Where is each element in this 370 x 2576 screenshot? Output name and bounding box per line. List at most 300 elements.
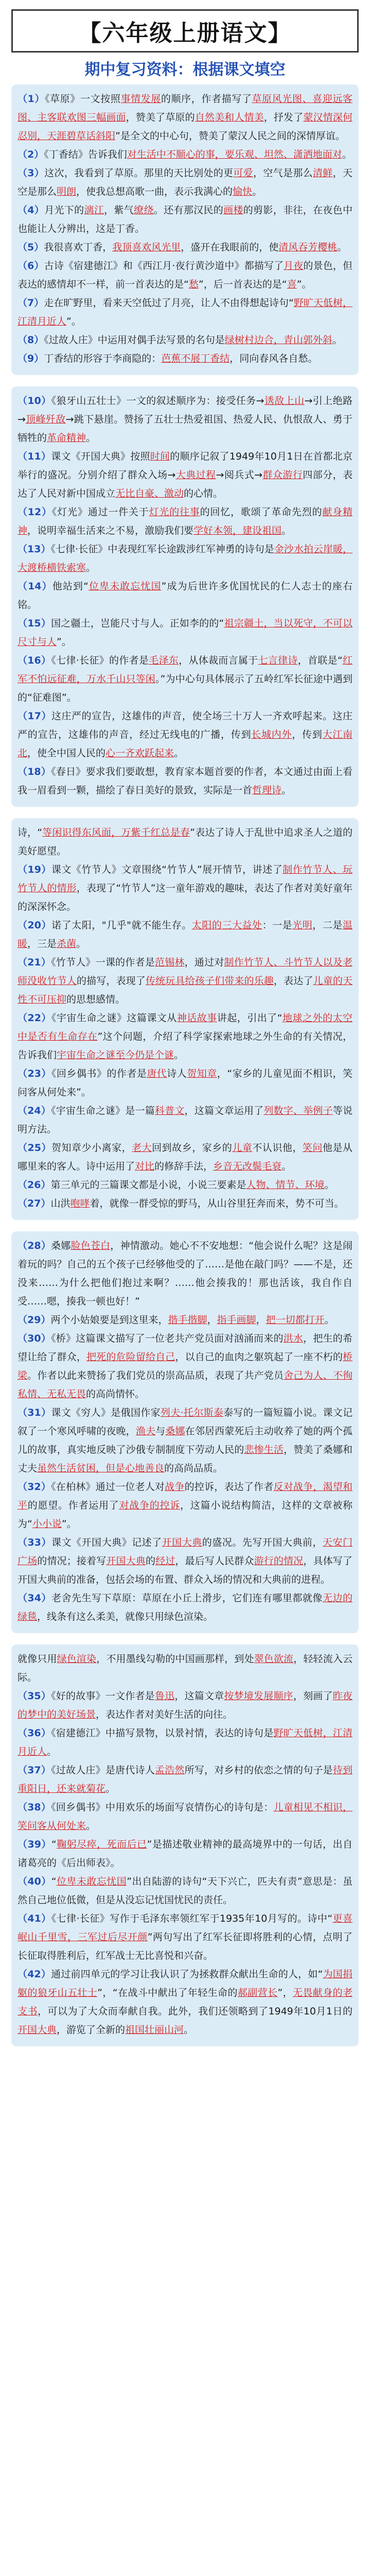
prompt-text: 《草原》一文按照 — [45, 93, 121, 105]
answer-text: 为国捐躯的狼牙山五壮士 — [17, 1969, 353, 1998]
answer-text: 画楼 — [223, 205, 243, 216]
prompt-text: 《回乡偶书》中用欢乐的场面写哀情伤心的诗句是： — [51, 1802, 274, 1813]
exercise-item — [17, 257, 353, 294]
exercise-item — [17, 1872, 353, 1909]
exercise-item — [17, 1311, 353, 1329]
exercise-item — [17, 860, 353, 916]
prompt-text: “ — [51, 1876, 57, 1887]
prompt-text: 。 — [86, 562, 96, 573]
prompt-text: ”。 — [57, 636, 72, 648]
answer-text: 愁 — [188, 279, 199, 290]
prompt-text: ，抒发了 — [263, 112, 304, 123]
item-number: （2） — [17, 149, 44, 160]
prompt-text: ，同向春风各自愁。 — [230, 353, 318, 364]
prompt-text: 。 — [337, 242, 347, 253]
prompt-text: 回到故乡，家乡的 — [152, 1142, 233, 1154]
prompt-text: 就像只用 — [17, 1653, 57, 1665]
answer-text: 献身精神 — [17, 506, 353, 536]
prompt-text: 。 — [86, 1820, 96, 1832]
exercise-item — [17, 1761, 353, 1798]
answer-text: 唐代 — [147, 1068, 167, 1079]
exercise-item — [17, 1835, 353, 1872]
prompt-text: ，传到 — [292, 729, 323, 740]
item-number: （6） — [17, 260, 44, 272]
prompt-text: 的心情。 — [184, 488, 223, 499]
prompt-text: 《过故人庄》是唐代诗人 — [51, 1765, 155, 1776]
answer-text: 老大 — [132, 1142, 152, 1154]
prompt-text: ，从体裁而言属于 — [179, 655, 258, 666]
prompt-text: 通过前四单元的学习让我认识了为拯救群众献出生命的人，如“ — [51, 1969, 323, 1980]
exercise-item — [17, 762, 353, 800]
answer-text: 反对战争，渴望和平 — [17, 1481, 353, 1511]
prompt-text: 。 — [174, 748, 184, 759]
item-number: （8） — [17, 334, 44, 346]
prompt-text: ，游览了全新的 — [57, 2024, 126, 2036]
answer-text: 范锡林 — [154, 957, 185, 968]
exercise-panel — [11, 1645, 359, 2046]
prompt-text: 的描写，表现了 — [76, 975, 146, 987]
answer-text: 哲理诗 — [252, 785, 282, 796]
prompt-text: ”成为后世许多优国忧民的仁人志士的座右铭。 — [17, 581, 353, 611]
answer-text: 渔夫 — [135, 1426, 156, 1437]
answer-text: 七言律诗 — [258, 655, 298, 666]
answer-text: 明朗 — [57, 186, 77, 197]
answer-text: 太阳的三大益处 — [191, 920, 262, 931]
answer-text: 草原风光图、喜迎远客图、主客联欢图三幅画面 — [17, 93, 353, 123]
exercise-item — [17, 90, 353, 145]
prompt-text: 的盛况。先写开国大典前， — [202, 1537, 323, 1548]
answer-text: 开国大典 — [106, 1555, 146, 1567]
prompt-text: 的情况；接着写 — [37, 1555, 107, 1567]
prompt-text: 课文《开国大典》记述了 — [51, 1537, 162, 1548]
prompt-text: 的回忆，歌颂了革命先烈的 — [200, 506, 323, 518]
prompt-text: 的顺序，作者描写了 — [161, 93, 252, 105]
answer-text: 长城内外 — [251, 729, 292, 740]
prompt-text: ，轻轻流入云际。 — [17, 1653, 353, 1683]
answer-text: 脸色苍白 — [71, 1240, 111, 1251]
exercise-item — [17, 145, 353, 164]
prompt-text: ”是全文的中心句，赞美了蒙汉人民之间的深情厚谊。 — [115, 130, 345, 142]
prompt-text: 。 — [47, 1746, 57, 1757]
item-number: （29） — [17, 1314, 51, 1326]
prompt-text: ”。 — [66, 316, 81, 327]
prompt-text: ，紫气 — [104, 205, 134, 216]
exercise-item — [17, 1236, 353, 1311]
answer-text: 经过 — [155, 1555, 175, 1567]
prompt-text: ，表达作者对美好生活的向往。 — [96, 1709, 233, 1720]
exercise-item — [17, 1965, 353, 2039]
prompt-text: 的高尚情怀。 — [86, 1388, 145, 1400]
prompt-text: 丁香结的形容于李商隐的： — [44, 353, 162, 364]
answer-text: 绿色渲染 — [57, 1653, 97, 1665]
prompt-text: 他站到“ — [52, 581, 89, 592]
answer-text: 孟浩然 — [154, 1765, 185, 1776]
prompt-text: 的愿望。作者运用了 — [27, 1500, 119, 1511]
prompt-text: 的思想感情。 — [66, 994, 126, 1005]
answer-text: 天安门广场 — [17, 1537, 353, 1567]
item-number: （5） — [17, 242, 44, 253]
exercise-item — [17, 503, 353, 540]
answer-text: 宇宙生命之谜至今仍是个谜 — [57, 1049, 174, 1061]
prompt-text: 。 — [184, 2024, 194, 2036]
answer-text: 对比 — [135, 1161, 155, 1172]
answer-text: 郝副营长 — [237, 1987, 278, 1998]
answer-text: 按梦境发展顺序 — [224, 1690, 293, 1702]
item-number: （39） — [17, 1839, 51, 1850]
prompt-text: 。”为中心句具体展示了五岭红军长征途中遇到的“征难图”。 — [17, 673, 353, 703]
item-number: （11） — [17, 451, 51, 462]
answer-text: 昨夜的梦中的美好场景 — [17, 1690, 353, 1720]
prompt-text: ”，后一首表达的是“ — [198, 279, 287, 290]
prompt-text: ”。 — [61, 1518, 77, 1530]
item-number: （31） — [17, 1407, 51, 1418]
answer-text: 野旷天低树，江清月近人 — [17, 1727, 353, 1757]
prompt-text: ，可以为了大众而奉献自我。此外，我们还领略到了1949年10月1日的 — [38, 2006, 353, 2017]
prompt-text: 《丁香结》告诉我们 — [44, 149, 127, 160]
answer-text: 等闲识得东风面，万紫千红总是春 — [42, 827, 190, 838]
prompt-text: 。 — [105, 1783, 116, 1794]
exercise-panel — [11, 84, 359, 375]
prompt-text: ：一是 — [262, 920, 293, 931]
exercise-item — [17, 392, 353, 447]
prompt-text: 《竹节人》一课的作者是 — [51, 957, 155, 968]
prompt-text: 。 — [86, 432, 96, 444]
answer-text: 儿童 — [232, 1142, 253, 1154]
answer-text: 桑娜 — [165, 1426, 185, 1437]
prompt-text: 课文《开国大典》按照 — [51, 451, 150, 462]
prompt-text: 走在旷野里，看来天空低过了月亮，让人不由得想起诗句“ — [44, 297, 294, 309]
item-number: （33） — [17, 1537, 51, 1548]
answer-text: 野旷天低树，江清月近人 — [17, 297, 353, 327]
prompt-text: ”。 — [296, 279, 312, 290]
answer-text: 待到重阳日，还来就菊花 — [17, 1765, 353, 1794]
answer-text: 漓江 — [84, 205, 104, 216]
exercise-item — [17, 1909, 353, 1965]
exercise-item — [17, 651, 353, 707]
answer-text: 事情发展 — [120, 93, 161, 105]
answer-text: 更喜岷山千里雪，三军过后尽开颜 — [17, 1913, 353, 1943]
prompt-text: ，不用墨线勾勒的中国画那样，到处 — [96, 1653, 254, 1665]
answer-text: 桥梁 — [17, 1351, 353, 1381]
answer-text: 位卑未敢忘忧国 — [88, 581, 162, 592]
prompt-text: 。 — [281, 785, 292, 796]
answer-text: 群众游行 — [262, 469, 303, 481]
exercise-item — [17, 1194, 353, 1213]
prompt-text: ”两句写出了红军长征即将胜利的心情，点明了长征取得胜利后，红军战士无比喜悦和兴奋。 — [17, 1931, 353, 1961]
prompt-text: 讲起，引出了“ — [217, 1012, 283, 1024]
item-number: （30） — [17, 1333, 51, 1344]
answer-text: 祖国壮丽山河 — [125, 2024, 184, 2036]
answer-text: 指手画脚 — [217, 1314, 256, 1326]
prompt-text: ，通过对 — [184, 957, 224, 968]
answer-text: 科普文 — [154, 1105, 185, 1116]
answer-text: 学好本领，建设祖国 — [193, 525, 282, 536]
prompt-text: ，这篇小说结构简洁，这样的文章被称为“ — [17, 1500, 353, 1530]
item-number: （34） — [17, 1592, 51, 1604]
item-number: （14） — [17, 581, 52, 592]
answer-text: 开国大典 — [162, 1537, 202, 1548]
prompt-text: 两个小姑娘要是到这里来， — [50, 1314, 168, 1326]
prompt-text: 诗，“ — [17, 827, 43, 838]
prompt-text: 在邻居西蒙死后主动收养了她的两个孤儿的故事，真实地反映了沙俄专制制度下劳动人民的 — [17, 1426, 353, 1455]
item-number: （3） — [17, 167, 45, 179]
item-number: （41） — [17, 1913, 51, 1924]
prompt-text: 四部分，表达了人民对新中国成立 — [17, 469, 353, 499]
answer-text: 制作竹节人、斗竹节人以及老师没收竹节人 — [17, 957, 353, 987]
answer-text: 游行的情况 — [254, 1555, 304, 1567]
exercise-item — [17, 294, 353, 331]
answer-text: 蒙汉情深何忍别，天涯碧草话斜阳 — [17, 112, 353, 142]
answer-text: 地球之外的太空中是否有生命存在 — [17, 1012, 353, 1042]
answer-text: 毛泽东 — [149, 655, 179, 666]
prompt-text: 月光下的 — [44, 205, 84, 216]
answer-text: 诱敌上山 — [264, 395, 305, 406]
answer-text: 无边的绿毯 — [17, 1592, 353, 1622]
item-number: （1） — [17, 93, 45, 105]
answer-text: 缭绕 — [134, 205, 154, 216]
answer-text: 揩手揩脚 — [168, 1314, 207, 1326]
answer-text: 舍己为人、不徇私情、无私无畏 — [17, 1370, 353, 1400]
exercise-item — [17, 238, 353, 257]
exercise-item — [17, 331, 353, 349]
prompt-text: ，使全中国人民的 — [27, 748, 106, 759]
prompt-text: ，刻画了 — [293, 1690, 333, 1702]
prompt-text: ，空气是那么 — [253, 167, 313, 179]
answer-text: 把死的危险留给自己 — [86, 1351, 175, 1363]
exercise-item — [17, 1650, 353, 1687]
answer-text: 芭蕉不展丁香结 — [161, 353, 230, 364]
answer-text: 革命精神 — [47, 432, 86, 444]
exercise-item — [17, 577, 353, 614]
item-number: （32） — [17, 1481, 51, 1493]
prompt-text: 桑娜 — [51, 1240, 71, 1251]
prompt-text: 诺了太阳，"几乎"就不能生存。 — [51, 920, 192, 931]
answer-text: 虽然生活贫困，但是心地善良 — [37, 1463, 165, 1474]
exercise-item — [17, 1589, 353, 1626]
answer-text: 无畏献身的老支书 — [17, 1987, 353, 2017]
prompt-text: 《七律·长征》的作者是 — [51, 655, 149, 666]
prompt-text: 第三单元的三篇课文都是小说，小说三要素是 — [50, 1179, 246, 1191]
prompt-text: 他是从哪里来的客人。诗中运用了 — [17, 1142, 353, 1172]
prompt-text: 。 — [342, 149, 352, 160]
answer-text: 清鲜 — [312, 167, 333, 179]
prompt-text: 《春日》要求我们要敢想，教育家本题首要的作者，本文通过由面上看我一眉看到一颗，描绘了春日美好的景致，实际是一首 — [17, 766, 353, 796]
prompt-text: 。 — [324, 1179, 334, 1191]
prompt-text: 《回乡偶书》的作者是 — [51, 1068, 147, 1079]
exercise-item — [17, 614, 353, 651]
prompt-text: ，天空是那么 — [17, 167, 353, 197]
prompt-text: 。 — [281, 1161, 292, 1172]
prompt-text: 《过故人庄》中运用对偶手法写景的名句是 — [44, 334, 225, 346]
item-number: （24） — [17, 1105, 51, 1116]
answer-text: 战争 — [165, 1481, 185, 1493]
prompt-text: 《七律·长征》写作于毛泽东率领红军于1935年10月写的。诗中“ — [51, 1913, 333, 1924]
prompt-text: 贺知章少小离家， — [51, 1142, 132, 1154]
answer-text: 自然美和人情美 — [195, 112, 264, 123]
answer-text: 开国大典 — [17, 2024, 57, 2036]
prompt-text: 所写，对乡村的依恋之情的句子是 — [184, 1765, 333, 1776]
item-number: （21） — [17, 957, 51, 968]
prompt-text: ，把生的希望让给了群众， — [17, 1333, 353, 1363]
prompt-text: 。 — [76, 938, 86, 950]
prompt-text: 等说明方法。 — [17, 1105, 353, 1135]
item-number: （17） — [17, 710, 51, 722]
prompt-text: ，神情激动。她心不不安地想：“他会说什么呢？这是闹着玩的吗？自己的五个孩子已经够他受的了……是他在敲门吗？——不是，还没来……为什么把他们抱过来啊？……他会揍我的！那也活该，我自作自受……嗯，揍我一顿也好！” — [17, 1240, 353, 1307]
answer-text: 金沙水拍云崖暖，大渡桥横铁索寒 — [17, 544, 353, 573]
answer-text: 咆哮 — [70, 1198, 90, 1209]
prompt-text: ”是描述敬业精神的最高境界中的一句话，出自诸葛亮的《后出师表》。 — [17, 1839, 353, 1869]
prompt-text: “ — [51, 1839, 57, 1850]
answer-text: 心一齐欢跃起来 — [105, 748, 174, 759]
item-number: （42） — [17, 1969, 51, 1980]
prompt-text: ， — [256, 1314, 266, 1326]
exercise-item — [17, 349, 353, 368]
item-number: （20） — [17, 920, 52, 931]
prompt-text: 这次，我看到了草原。那里的天比别处的更 — [44, 167, 234, 179]
answer-text: 传统玩具给孩子们带来的乐趣 — [145, 975, 274, 987]
prompt-text: 我很喜欢丁香， — [44, 242, 113, 253]
exercise-item — [17, 1687, 353, 1724]
item-number: （35） — [17, 1690, 51, 1702]
prompt-text: ”，“在战斗中献出了年轻生命的 — [97, 1987, 238, 1998]
prompt-text: 这庄严的宣告，这雄伟的声音，使全场三十万人一齐欢呼起来。这庄严的宣告，这雄伟的声音，经过无线电的广播，传到 — [17, 710, 353, 740]
prompt-text: 《桥》这篇课文描写了一位老共产党员面对汹涌而来的 — [51, 1333, 284, 1344]
answer-text: 把一切都打开 — [266, 1314, 325, 1326]
prompt-text: 《宇宙生命之谜》这篇课文从 — [51, 1012, 177, 1024]
item-number: （40） — [17, 1876, 51, 1887]
answer-text: 鞠躬尽瘁，死而后已 — [56, 1839, 147, 1850]
answer-text: 大典过程 — [175, 469, 216, 481]
prompt-text: 《宿建德江》中描写景物，以景衬情，表达的诗句是 — [51, 1727, 274, 1739]
item-number: （36） — [17, 1727, 51, 1739]
answer-text: 位卑未敢忘忧国 — [56, 1876, 127, 1887]
answer-text: 顶峰歼敌 — [25, 414, 66, 425]
answer-text: 清风吞芳樱桃 — [278, 242, 338, 253]
item-number: （12） — [17, 506, 52, 518]
prompt-text: 课文《穷人》是俄国作家 — [51, 1407, 161, 1418]
prompt-text: 山洪 — [50, 1198, 71, 1209]
answer-text: 翠色欲流 — [254, 1653, 294, 1665]
answer-text: 愉快 — [233, 186, 253, 197]
answer-text: 光明 — [292, 920, 313, 931]
exercise-item — [17, 1798, 353, 1835]
exercise-item — [17, 953, 353, 1009]
prompt-text: 。 — [281, 525, 292, 536]
answer-text: 鲁迅 — [154, 1690, 175, 1702]
exercise-item — [17, 201, 353, 238]
exercise-item — [17, 1724, 353, 1761]
answer-text: 乡音无改鬓毛衰 — [213, 1161, 282, 1172]
exercise-item — [17, 1533, 353, 1589]
prompt-text: 的控诉，表达了作者 — [184, 1481, 274, 1493]
prompt-text: 与 — [155, 1426, 166, 1437]
prompt-text: 诗人 — [167, 1068, 187, 1079]
prompt-text: ，具体写了开国大典前的准备，包括会场的布置、群众入场的情况和大典前的进程。 — [17, 1555, 353, 1585]
prompt-text: ，赞美了草原的 — [126, 112, 195, 123]
answer-text: 对战争的控诉 — [119, 1500, 180, 1511]
answer-text: 对生活中不顺心的事，要乐观、坦然、潇洒地面对 — [127, 149, 342, 160]
exercise-item — [17, 164, 353, 201]
prompt-text: ，这篇文章 — [174, 1690, 224, 1702]
prompt-text: 的 — [145, 1555, 156, 1567]
prompt-text: ， — [207, 1314, 217, 1326]
prompt-text: ”出自陆游的诗句“天下兴亡，匹夫有责”意思是：虽然自己地位低微，但是从没忘记忧国忧民的责任。 — [17, 1876, 353, 1906]
prompt-text: 泰写的一篇短篇小说。课文记叙了一个寒风呼啸的夜晚， — [17, 1407, 353, 1437]
exercise-item — [17, 1478, 353, 1533]
prompt-text: 。 — [324, 1314, 334, 1326]
exercise-item — [17, 540, 353, 577]
item-number: （9） — [17, 353, 44, 364]
answer-text: 小小说 — [32, 1518, 62, 1530]
prompt-text: ，“家乡的儿童见面不相识，笑问客从何处来”。 — [17, 1068, 353, 1098]
exercise-item — [17, 447, 353, 503]
answer-text: 列数字、举例子 — [263, 1105, 333, 1116]
prompt-text: 《在柏林》通过一位老人对 — [51, 1481, 165, 1493]
item-number: （22） — [17, 1012, 51, 1024]
exercise-item — [17, 1101, 353, 1139]
prompt-text: ”表达了诗人于乱世中追求圣人之道的美好愿望。 — [17, 827, 353, 857]
answer-text: 灯光的往事 — [149, 506, 200, 518]
prompt-text: ，最后写人民群众 — [175, 1555, 254, 1567]
prompt-text: ，表达了 — [273, 975, 313, 987]
answer-text: 温暖 — [17, 920, 353, 950]
answer-text: 时间 — [150, 451, 170, 462]
prompt-text: 的剪影，非往，在夜色中也能让人分辨出，这是丁香。 — [17, 205, 353, 234]
prompt-text: 课文《竹节人》文章围绕“竹节人”展开情节，讲述了 — [51, 864, 283, 875]
prompt-text: ，三是 — [27, 938, 57, 950]
exercise-item — [17, 1139, 353, 1176]
answer-text: 神话故事 — [177, 1012, 217, 1024]
prompt-text: 《七律·长征》中表现红军长途跋涉红军神勇的诗句是 — [50, 544, 274, 555]
prompt-text: ，以自己的血肉之躯筑起了一座不朽的 — [175, 1351, 343, 1363]
answer-text: 红军不怕远征难，万水千山只等闲 — [17, 655, 353, 685]
answer-text: 儿童的天性不可压抑 — [17, 975, 353, 1005]
answer-text: 人物、情节、环境 — [246, 1179, 325, 1191]
page-subtitle: 期中复习资料：根据课文填空 — [84, 61, 286, 79]
item-number: （10） — [17, 395, 51, 406]
answer-text: 笑问 — [302, 1142, 323, 1154]
item-number: （7） — [17, 297, 44, 309]
answer-text: 我顶喜欢风光里 — [112, 242, 181, 253]
exercise-item — [17, 916, 353, 953]
answer-text: 月夜 — [284, 260, 304, 272]
exercise-panel — [11, 386, 359, 807]
page-title: 【六年级上册语文】 — [11, 9, 359, 53]
answer-text: 制作竹节人、玩竹节人的情形 — [17, 864, 353, 894]
prompt-text: ”， — [277, 1987, 293, 1998]
prompt-text: 的景色，但表达的感情却不一样，前一首表达的是“ — [17, 260, 353, 290]
prompt-text: 《狼牙山五壮士》一文的叙述顺序为：接受任务→ — [51, 395, 265, 406]
exercise-item — [17, 707, 353, 762]
prompt-text: 。还有那汉民的 — [153, 205, 224, 216]
prompt-text: 的高尚品质。 — [164, 1463, 223, 1474]
exercise-item — [17, 1064, 353, 1101]
prompt-text: →阅兵式→ — [216, 469, 263, 481]
item-number: （16） — [17, 655, 51, 666]
item-number: （38） — [17, 1802, 51, 1813]
exercise-panel — [11, 818, 359, 1220]
item-number: （27） — [17, 1198, 51, 1209]
answer-text: 大江南北 — [17, 729, 353, 759]
sections-container — [11, 84, 359, 2046]
answer-text: 无比自豪、激动 — [115, 488, 184, 499]
answer-text: 儿童相见不相识，笑问客从何处来 — [17, 1802, 353, 1832]
prompt-text: →引上绝路→ — [17, 395, 353, 425]
prompt-text: ，二是 — [312, 920, 343, 931]
prompt-text: 《好的故事》一文作者是 — [51, 1690, 155, 1702]
item-number: （28） — [17, 1240, 51, 1251]
item-number: （37） — [17, 1765, 51, 1776]
